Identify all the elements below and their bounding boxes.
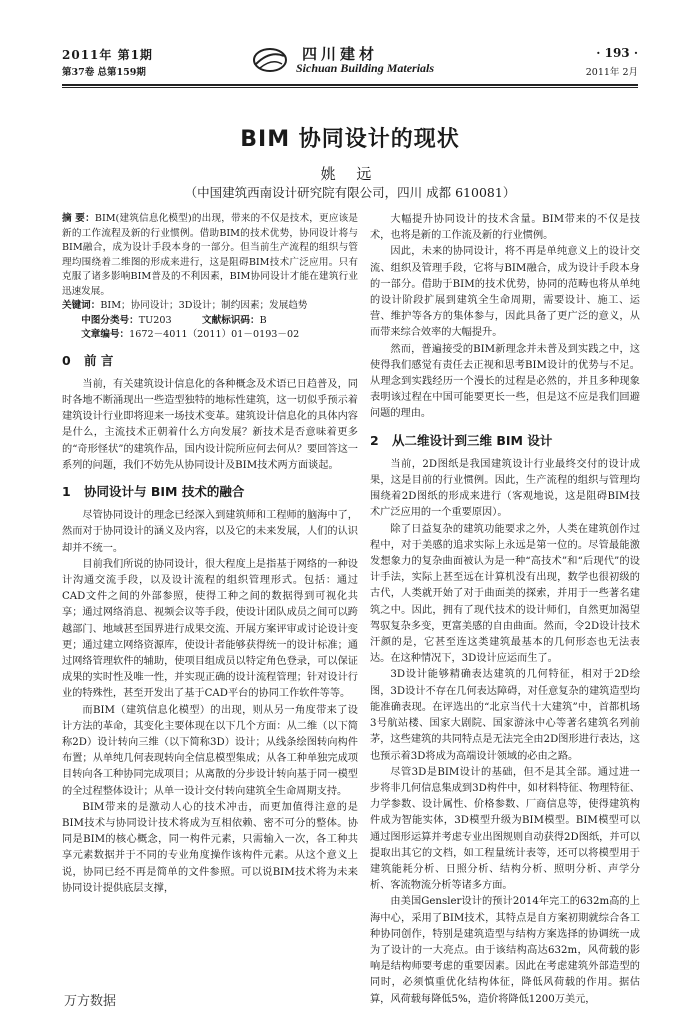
paragraph: 目前我们所说的协同设计，很大程度上是指基于网络的一种设计沟通交流手段，以及设计流程的组织管理形式。包括：通过CAD文件之间的外部参照，使得工种之间的数据得到可视化共享；通过网络消息、视频会议等手段，使设计团队成员之间可以跨越部门、地域甚至国界进行成果交流、开展方案评审或讨论设计变更；通过建立网络资源库，使设计者能够获得统一的设计标准；通过网络管理软件的辅助，使项目组成员以特定角色登录，可以保证成果的实时性及唯一性，并实现正确的设计流程管理；针对设计行业的特殊性，甚至开发出了基于CAD平台的协同工作软件等等。	[62, 558, 358, 700]
issue-date: 2011年 2月	[585, 67, 638, 78]
paragraph: 由美国Gensler设计的预计2014年完工的632m高的上海中心，采用了BIM技术，其特点是自方案初期就综合各工种协同创作，特别是建筑造型与结构方案选择的协调统一成为了设计的一大亮点。由于该结构高达632m，风荷载的影响是结构师要考虑的重要因素。因此在考虑建筑外部造型的同时，必须慎重优化结构体征，降低风荷载的作用。据估算，风荷载每降低5%，造价将降低1200万美元，	[370, 896, 640, 1005]
paragraph: 尽管3D是BIM设计的基础，但不是其全部。通过进一步将非几何信息集成到3D构件中，如材料特征、物理特征、力学参数、设计属性、价格参数、厂商信息等，使得建筑构件成为智能实体，3D模型升级为BIM模型。BIM模型可以通过图形运算并考虑专业出图规则自动获得2D图纸，并可以提取出其它的文档，如工程量统计表等，还可以将模型用于建筑能耗分析、日照分析、结构分析、照明分析、声学分析、客流物流分析等诸多方面。	[370, 766, 640, 892]
journal-name-en: Sichuan Building Materials	[296, 61, 435, 75]
journal-name-cn: 四川建材	[302, 45, 379, 63]
section-heading-1: 1 协同设计与 BIM 技术的融合	[62, 483, 245, 499]
section-heading-0: 0 前 言	[62, 352, 114, 368]
volume-label: 第37卷 总第159期	[62, 67, 146, 78]
left-column	[62, 212, 358, 897]
watermark-footer: 万方数据	[64, 994, 117, 1009]
doc-code-label: 文献标识码：	[202, 314, 260, 326]
paragraph: 当前，有关建筑设计信息化的各种概念及术语已日趋普及，同时各地不断涌现出一些造型独特的地标性建筑，这一切似乎预示着建筑设计行业即将迎来一场技术变革。建筑设计信息化的具体内容是什么，主流技术正朝着什么方向发展？新技术是否意味着更多的“奇形怪状”的建筑作品，国内设计院所应何去何从？要回答这一系列的问题，我们不妨先从协同设计及BIM技术两方面谈起。	[62, 378, 358, 471]
issue-label: 2011年 第1期	[62, 48, 153, 62]
article-title: BIM 协同设计的现状	[240, 127, 460, 152]
header-rule	[62, 84, 638, 86]
paragraph: 大幅提升协同设计的技术含量。BIM带来的不仅是技术，也将是新的工作流及新的行业惯例。	[370, 214, 640, 242]
abstract	[62, 212, 358, 314]
right-column	[370, 212, 640, 1008]
keywords-label: 关键词：	[62, 300, 101, 311]
classification-block	[62, 314, 358, 343]
article-number-label: 文章编号：	[81, 329, 130, 340]
journal-logo	[252, 44, 462, 78]
affiliation: （中国建筑西南设计研究院有限公司，四川 成都 610081）	[184, 185, 516, 200]
article-number-value: 1672－4011（2011）01－0193－02	[129, 329, 300, 340]
page-number: · 193 ·	[596, 46, 638, 60]
abstract-text: BIM(建筑信息化模型)的出现，带来的不仅是技术，更应该是新的工作流程及新的行业惯例。借助BIM的技术优势，协同设计将与BIM融合，成为设计手段本身的一部分。但当前生产流程的组织与管理均围绕着二维图的形成来进行，这是阻碍BIM技术广泛应用。只有克服了诸多影响BIM普及的不利因素，BIM协同设计才能在建筑行业迅速发展。	[62, 213, 359, 297]
journal-emblem-icon	[252, 46, 288, 74]
author: 姚 远	[320, 165, 380, 183]
paragraph: 当前，2D图纸是我国建筑设计行业最终交付的设计成果，这是目前的行业惯例。因此，生产流程的组织与管理均围绕着2D图纸的形成来进行（客观地说，这是阻碍BIM技术广泛应用的一个重要原因）。	[370, 458, 640, 519]
clc-value: TU203	[138, 314, 172, 326]
paragraph: 除了日益复杂的建筑功能要求之外，人类在建筑创作过程中，对于美感的追求实际上永远是第一位的。尽管最能激发想象力的复杂曲面被认为是一种“高技术”和“后现代”的设计手法，实际上甚至远在计算机没有出现，数学也很初级的古代，人类就开始了对于曲面美的探索，并用于一些著名建筑之中。因此，拥有了现代技术的设计师们，自然更加渴望驾驭复杂多变，更富美感的自由曲面。然而，令2D设计技术汗颜的是，它甚至连这类建筑最基本的几何形态也无法表达。在这种情况下，3D设计应运而生了。	[370, 523, 640, 665]
paragraph: BIM带来的是激动人心的技术冲击，而更加值得注意的是BIM技术与协同设计技术将成为互相依赖、密不可分的整体。协同是BIM的核心概念，同一构件元素，只需输入一次，各工种共享元素数据并于不同的专业角度操作该构件元素。从这个意义上说，协同已经不再是简单的文件参照。可以说BIM技术将为未来协同设计提供底层支撑，	[62, 801, 358, 894]
header-rule-thin	[62, 87, 638, 88]
paragraph: 尽管协同设计的理念已经深入到建筑师和工程师的脑海中了，然而对于协同设计的涵义及内容，以及它的未来发展，人们的认识却并不统一。	[62, 510, 358, 554]
paragraph: 而BIM（建筑信息化模型）的出现，则从另一角度带来了设计方法的革命，其变化主要体现在以下几个方面：从二维（以下简称2D）设计转向三维（以下简称3D）设计；从线条绘图转向构件布置；从单纯几何表现转向全信息模型集成；从各工种单独完成项目转向各工种协同完成项目；从离散的分步设计转向基于同一模型的全过程整体设计；从单一设计交付转向建筑全生命周期支持。	[62, 704, 358, 797]
section-heading-2: 2 从二维设计到三维 BIM 设计	[370, 432, 553, 448]
paragraph: 然而，普遍接受的BIM新理念并未普及到实践之中，这使得我们感觉有责任去正视和思考BIM设计的优势与不足。从理念到实践经历一个漫长的过程是必然的，并且多种现象表明该过程在中国可能要更长一些，但是这不应是我们回避问题的理由。	[370, 343, 640, 420]
clc-label: 中图分类号：	[81, 314, 139, 326]
paragraph: 因此，未来的协同设计，将不再是单纯意义上的设计交流、组织及管理手段，它将与BIM融合，成为设计手段本身的一部分。借助于BIM的技术优势，协同的范畴也将从单纯的设计阶段扩展到建筑全生命周期，需要设计、施工、运营、维护等各方的集体参与，因此具备了更广泛的意义，从而带来综合效率的大幅提升。	[370, 246, 640, 339]
doc-code-value: B	[259, 314, 267, 326]
keywords: BIM；协同设计；3D设计；制约因素；发展趋势	[100, 300, 308, 311]
paragraph: 3D设计能够精确表达建筑的几何特征，相对于2D绘图，3D设计不存在几何表达障碍，对任意复杂的建筑造型均能准确表现。在评选出的“北京当代十大建筑”中，首都机场3号航站楼、国家大剧院、国家游泳中心等著名建筑名列前茅，这些建筑的共同特点是无法完全由2D图形进行表达，这也预示着3D将成为高端设计领域的必由之路。	[370, 669, 640, 762]
abstract-label: 摘 要：	[62, 213, 95, 224]
